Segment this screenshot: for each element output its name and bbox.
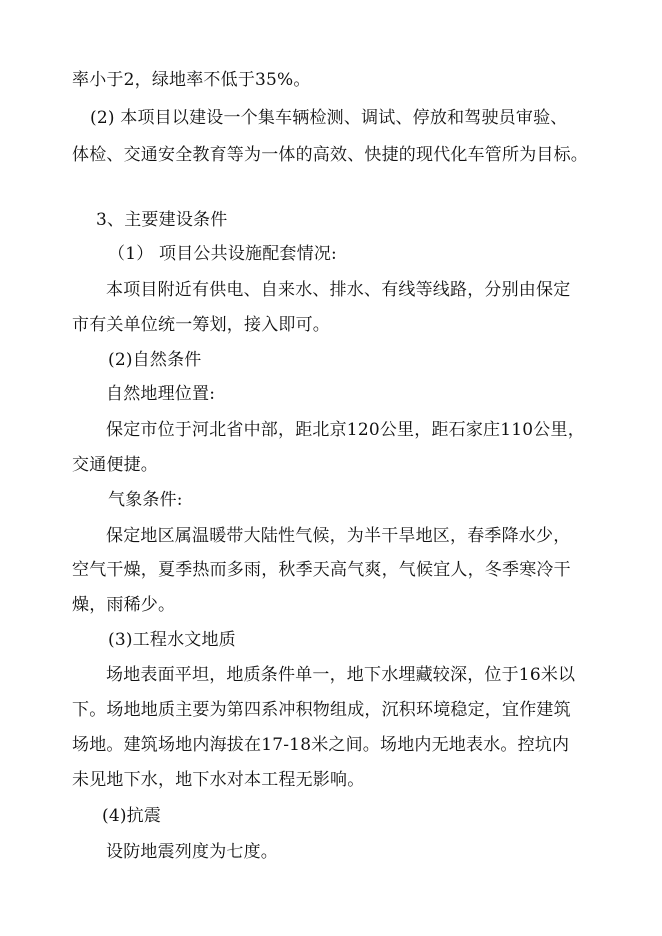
paragraph-line: 燥，雨稀少。 xyxy=(72,595,176,615)
paragraph-line: 交通便捷。 xyxy=(72,455,158,475)
paragraph-line: 率小于2，绿地率不低于35%。 xyxy=(72,70,311,90)
subsection-heading: (2)自然条件 xyxy=(108,350,202,370)
paragraph-line: 未见地下水，地下水对本工程无影响。 xyxy=(72,770,365,790)
paragraph-line: 下。场地地质主要为第四系冲积物组成，沉积环境稳定，宜作建筑 xyxy=(72,700,571,720)
subsection-heading: (4)抗震 xyxy=(102,806,162,826)
paragraph-line: 本项目附近有供电、自来水、排水、有线等线路，分别由保定 xyxy=(106,280,571,300)
paragraph-line: (2) 本项目以建设一个集车辆检测、调试、停放和驾驶员审验、 xyxy=(90,108,568,128)
paragraph-line: 保定地区属温暖带大陆性气候，为半干旱地区，春季降水少， xyxy=(106,526,571,546)
paragraph-line: 市有关单位统一筹划，接入即可。 xyxy=(72,315,330,335)
paragraph-line: 场地表面平坦，地质条件单一，地下水埋藏较深，位于16米以 xyxy=(106,665,576,685)
paragraph-line: 保定市位于河北省中部，距北京120公里，距石家庄110公里， xyxy=(106,420,585,440)
paragraph-line: 气象条件: xyxy=(108,490,183,510)
paragraph-line: 空气干燥，夏季热而多雨，秋季天高气爽，气候宜人，冬季寒冷干 xyxy=(72,560,571,580)
paragraph-line: 自然地理位置: xyxy=(106,384,216,404)
subsection-heading: (3)工程水文地质 xyxy=(108,630,236,650)
paragraph-line: 体检、交通安全教育等为一体的高效、快捷的现代化车管所为目标。 xyxy=(72,145,588,165)
paragraph-line: 场地。建筑场地内海拔在17-18米之间。场地内无地表水。控坑内 xyxy=(72,735,570,755)
section-heading: 3、主要建设条件 xyxy=(96,210,228,230)
paragraph-line: 设防地震列度为七度。 xyxy=(106,842,278,862)
subsection-heading: （1） 项目公共设施配套情况: xyxy=(108,244,337,264)
